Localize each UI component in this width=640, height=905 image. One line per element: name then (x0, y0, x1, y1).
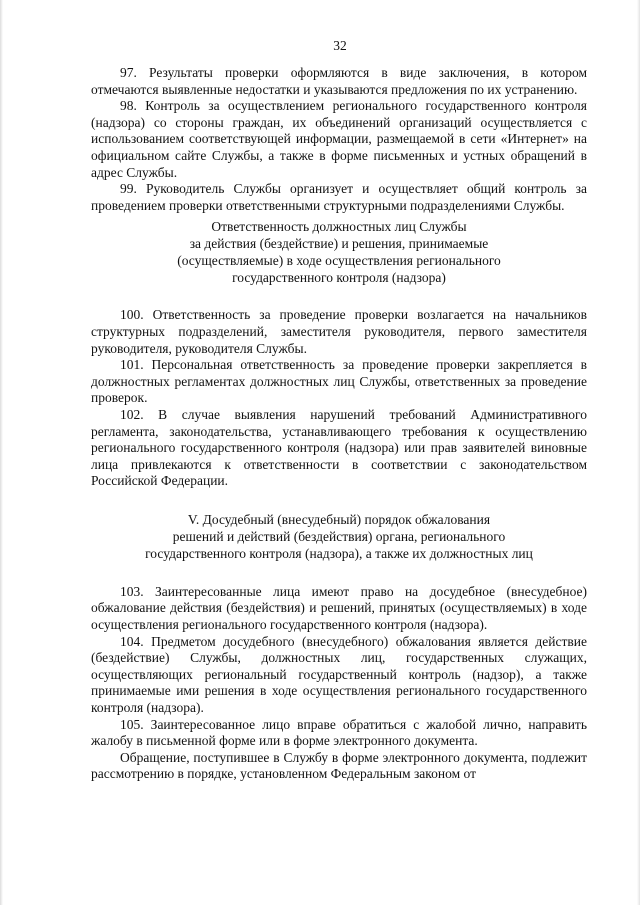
paragraph-97: 97. Результаты проверки оформляются в виде заключения, в котором отмечаются выявленные недостатки и указываются предложения по их устранению. (91, 65, 587, 97)
heading-line: за действия (бездействие) и решения, принимаемые (189, 236, 489, 252)
paragraph-104: 104. Предметом досудебного (внесудебного) обжалования является действие (бездействие) Службы, должностных лиц, государственных служащих, осуществляющих региональный государственный контроль (надзор), а также принимаемые ими решения в ходе осуществления регионального государственного контроля (надзора). (91, 633, 587, 716)
paragraph-electronic-appeal: Обращение, поступившее в Службу в форме электронного документа, подлежит рассмотрению в порядке, установленном Федеральным законом от (91, 749, 587, 782)
heading-section-5 (91, 511, 587, 562)
heading-line: V. Досудебный (внесудебный) порядок обжалования (187, 511, 491, 527)
heading-responsibility (91, 218, 587, 286)
paragraph-102: 102. В случае выявления нарушений требований Административного регламента, законодательства, устанавливающего требования к осуществлению регионального государственного контроля (надзора) или прав заявителей виновные лица привлекаются к ответственности в соответствии с законодательством Российской Федерации. (91, 406, 587, 489)
document-body (91, 65, 587, 783)
paragraph-105: 105. Заинтересованное лицо вправе обратиться с жалобой лично, направить жалобу в письменной форме или в форме электронного документа. (91, 716, 587, 749)
paragraph-98: 98. Контроль за осуществлением регионального государственного контроля (надзора) со стороны граждан, их объединений организаций осуществляется с использованием соответствующей информации, размещаемой в сети «Интернет» на официальном сайте Службы, а также в форме письменных и устных обращений в адрес Службы. (91, 98, 587, 180)
paragraph-103: 103. Заинтересованные лица имеют право на досудебное (внесудебное) обжалование действия (бездействия) и решений, принятых (осуществляемых) в ходе осуществления регионального государственного контроля (надзора). (91, 583, 587, 633)
heading-line: государственного контроля (надзора), а также их должностных лиц (145, 545, 533, 561)
page-number: 32 (333, 38, 347, 53)
heading-line: (осуществляемые) в ходе осуществления регионального (177, 253, 501, 269)
paragraph-100: 100. Ответственность за проведение проверки возлагается на начальников структурных подразделений, заместителя руководителя, первого заместителя руководителя, руководителя Службы. (91, 307, 587, 356)
heading-line: государственного контроля (надзора) (232, 270, 446, 286)
paragraph-99: 99. Руководитель Службы организует и осуществляет общий контроль за проведением проверки ответственными структурными подразделениями Службы. (91, 181, 587, 213)
heading-line: решений и действий (бездействия) органа, регионального (172, 528, 506, 544)
scan-edge-left (0, 0, 3, 905)
heading-line: Ответственность должностных лиц Службы (211, 219, 467, 235)
paragraph-101: 101. Персональная ответственность за проведение проверки закрепляется в должностных регламентах должностных лиц Службы, ответственных за проведение проверок. (91, 357, 587, 406)
